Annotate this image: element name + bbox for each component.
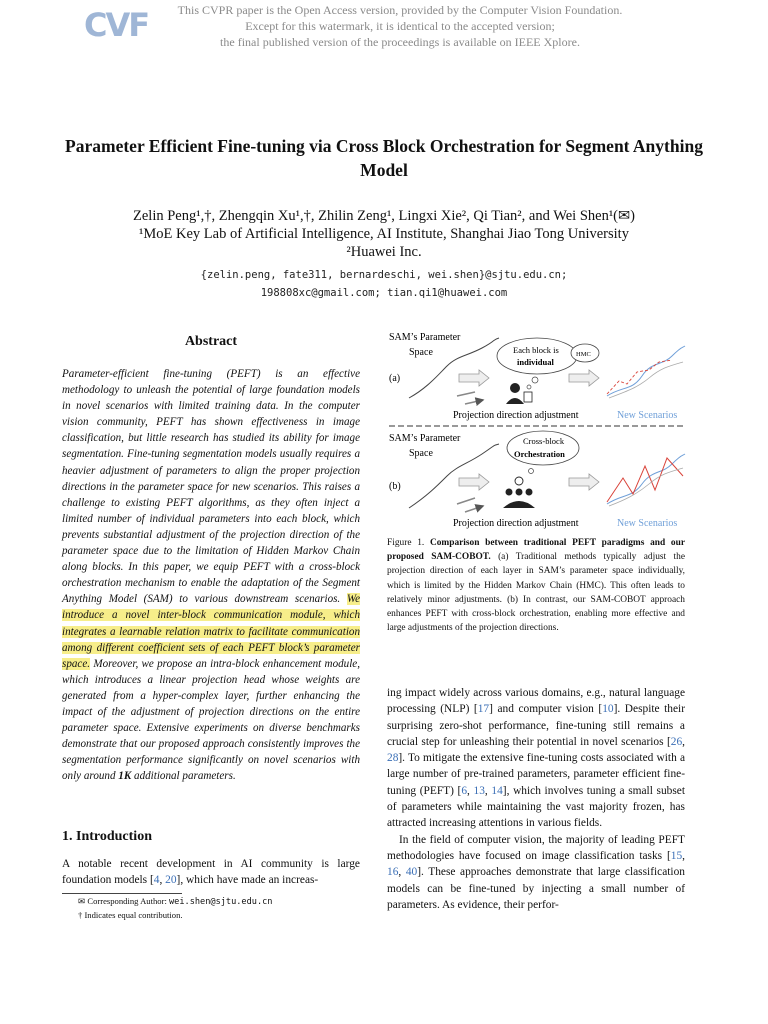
cvf-logo: CVF [84,6,149,44]
group-icon [526,489,533,496]
affiliation-1: ¹MoE Key Lab of Artificial Intelligence, AI Institute, Shanghai Jiao Tong University [139,226,629,242]
footnote-equal: † Indicates equal contribution. [78,909,183,920]
author-block [60,207,708,261]
footnote-label: ✉ Corresponding Author: [78,896,169,906]
fig-b-new-scenarios: New Scenarios [617,518,678,529]
fig-a-block-arrow [569,370,599,386]
citation-link[interactable]: 26 [670,735,683,748]
body-text: ], which involves tuning a small subset of parameters while maintaining the vast majority frozen, has attracted increasing attentions in various fields. [387,784,685,830]
intro-paragraph [62,856,360,888]
citation-link[interactable]: 13 [473,784,485,797]
abstract-text [62,366,360,784]
citation-link[interactable]: 40 [405,866,418,879]
fig-b-space-label: SAM’s Parameter [389,433,461,444]
body-text: ]. To mitigate the extensive fine-tuning costs associated with a large number of pre-trained parameters, parameter efficient fine-tuning (PEFT) [ [387,752,685,797]
fig-a-target-curve [607,346,685,396]
citation-link[interactable]: 16 [387,866,399,879]
body-text: ]. Despite their surprising zero-shot performance, fine-tuning still remains a crucial step for unleashing their potential in novel scenarios [ [387,703,685,748]
citation-link[interactable]: 15 [670,849,683,862]
fig-a-label: (a) [389,373,401,384]
intro-right-column [387,685,685,913]
watermark-line: the final published version of the proceedings is available on IEEE Xplore. [220,35,580,49]
footnote-email: wei.shen@sjtu.edu.cn [169,897,273,907]
footnotes [78,895,368,921]
footnote-corresponding [78,895,368,909]
fig-b-space-label: Space [409,448,433,459]
abstract-part: Moreover, we propose an intra-block enhancement module, which introduces a linear projection head whose weights are generated from a hyper-complex layer, further enhancing the impact of the adjustment of projection directions on the entire parameter space. Extensive experiments on diverse benchmarks demonstrate that our proposed approach consistently improves the segmentation performance significantly on novel scenarios with only around [62,657,360,783]
fig-b-target-curve [607,454,685,504]
paragraph: ing impact widely across various domains, e.g., natural language processing (NLP) [17] and computer vision [10]. Despite their surprising zero-shot performance, fine-tuning still remains a crucial step for unleashing their potential in novel scenarios [26, 28]. To mitigate the extensive fine-tuning costs associated with a large number of pre-trained parameters, parameter efficient fine-tuning (PEFT) [6, 13, 14], which involves tuning a small subset of parameters while maintaining the vast majority frozen, has attracted increasing attentions in various fields. [387,687,685,830]
fig-a-hmc-text: HMC [576,351,591,358]
lightbulb-icon [515,477,523,485]
fig-a-thought-dot [527,385,531,389]
group-icon [516,489,523,496]
fig-a-thought-dot [532,377,538,383]
fig-b-label: (b) [389,481,401,492]
fig-a-thought-cloud [497,338,577,374]
footnote-divider [62,893,182,894]
email-line: 198808xc@gmail.com; tian.qi1@huawei.com [260,287,508,299]
citation-link[interactable]: 17 [477,703,490,716]
body-text: ]. These approaches demonstrate that large classification models can be fine-tuned by injecting a small number of parameters. As evidence, their perfor- [387,866,685,911]
affiliation-2: ²Huawei Inc. [346,244,422,260]
citation-link[interactable]: 20 [165,874,177,887]
caption-label: Figure 1. [387,538,430,548]
citation-link[interactable]: 14 [491,784,503,797]
body-text: ing impact widely across various domains, e.g., natural language processing (NLP) [ [387,687,685,716]
abstract-part: Parameter-efficient fine-tuning (PEFT) is an effective methodology to unleash the potential of large foundation models in novel scenarios with limited training data. In the computer vision community, PEFT has shown effectiveness in image classification, but little research has studied its ability for image segmentation. Fine-tuning segmentation models usually requires a heavier adjustment of parameters to align the proper projection directions in the parameter space for new scenarios. This raises a challenge to existing PEFT algorithms, as they often inject a limited number of individual parameters into each block, which prevents substantial adjustment of the projection direction of the parameter space due to the limitation of Hidden Markov Chain along blocks. In this paper, we equip PEFT with a cross-block orchestration mechanism to enable the adaptation of the Segment Anything Model (SAM) to various downstream scenarios. [62,368,360,606]
author-emails [60,266,708,302]
intro-text: A notable recent development in AI community is large foundation models [ [62,858,360,887]
citation-link[interactable]: 6 [461,784,468,797]
citation-link[interactable]: 28 [387,752,399,765]
abstract-highlight: We introduce a novel inter-block communication module, which integrates a learnable relation matrix to facilitate communication among different coefficient sets of each PEFT block’s parameter space. [62,593,360,670]
body-text: ] and computer vision [ [489,703,603,716]
group-icon [503,501,535,508]
fig-b-base-curve [609,468,683,506]
email-line: {zelin.peng, fate311, bernardeschi, wei.shen}@sjtu.edu.cn; [200,269,568,281]
abstract-part: additional parameters. [131,770,236,783]
watermark-line: Except for this watermark, it is identical to the accepted version; [245,19,555,33]
fig-a-space-label: Space [409,347,433,358]
fig-b-small-arrows [457,498,483,512]
fig-a-small-arrows [457,392,483,404]
abstract-bold: 1K [118,770,132,783]
paper-title: Parameter Efficient Fine-tuning via Cross Block Orchestration for Segment Anything Model [65,136,703,180]
fig-a-new-scenarios: New Scenarios [617,410,678,421]
caption-text: (a) Traditional methods typically adjust the projection direction of each layer in SAM’s parameter space individually, which is limited by the Hidden Markov Chain (HMC). This often leads to relatively minor adjustments. (b) In contrast, our SAM-COBOT approach enhances PEFT with cross-block orchestration, enabling more effective and large adjustments of the projection directions. [387,552,685,634]
fig-a-base-curve [609,362,683,398]
watermark-line: This CVPR paper is the Open Access version, provided by the Computer Vision Foundation. [177,3,623,17]
fig-a-bubble-text: individual [517,357,554,367]
citation-link[interactable]: 10 [602,703,614,716]
body-text: In the field of computer vision, the majority of leading PEFT methodologies have focused on image classification tasks [ [387,833,685,862]
person-icon [506,398,524,404]
intro-text: , [159,874,166,887]
paragraph: In the field of computer vision, the majority of leading PEFT methodologies have focused on image classification tasks [15, 16, 40]. These approaches demonstrate that large classification models can be fine-tuned by injecting a small number of parameters. As evidence, their perfor- [387,833,685,911]
document-icon [524,392,532,402]
fig-b-thought-dot [529,469,534,474]
citation-link[interactable]: 4 [153,874,160,887]
caption-bold: Comparison between traditional PEFT paradigms and our proposed SAM-COBOT. [387,538,685,563]
fig-a-block-arrow [459,370,489,386]
fig-a-adjusted-curve [607,360,672,394]
author-list: Zelin Peng¹,†, Zhengqin Xu¹,†, Zhilin Zeng¹, Lingxi Xie², Qi Tian², and Wei Shen¹(✉) [133,208,635,224]
fig-b-bubble-text: Orchestration [514,449,565,459]
fig-b-bubble-text: Cross-block [523,436,565,446]
watermark [160,2,640,50]
figure-1 [387,326,687,531]
fig-a-proj-label: Projection direction adjustment [453,410,579,421]
section-heading-introduction: 1. Introduction [62,829,152,844]
person-icon [510,383,520,393]
fig-a-bubble-text: Each block is [513,345,559,355]
intro-text: ], which have made an increas- [176,874,319,887]
group-icon [506,489,513,496]
fig-a-space-label: SAM’s Parameter [389,332,461,343]
fig-b-block-arrow [569,474,599,490]
figure-caption [387,536,685,635]
abstract-heading: Abstract [184,334,238,349]
fig-b-block-arrow [459,474,489,490]
fig-b-proj-label: Projection direction adjustment [453,518,579,529]
